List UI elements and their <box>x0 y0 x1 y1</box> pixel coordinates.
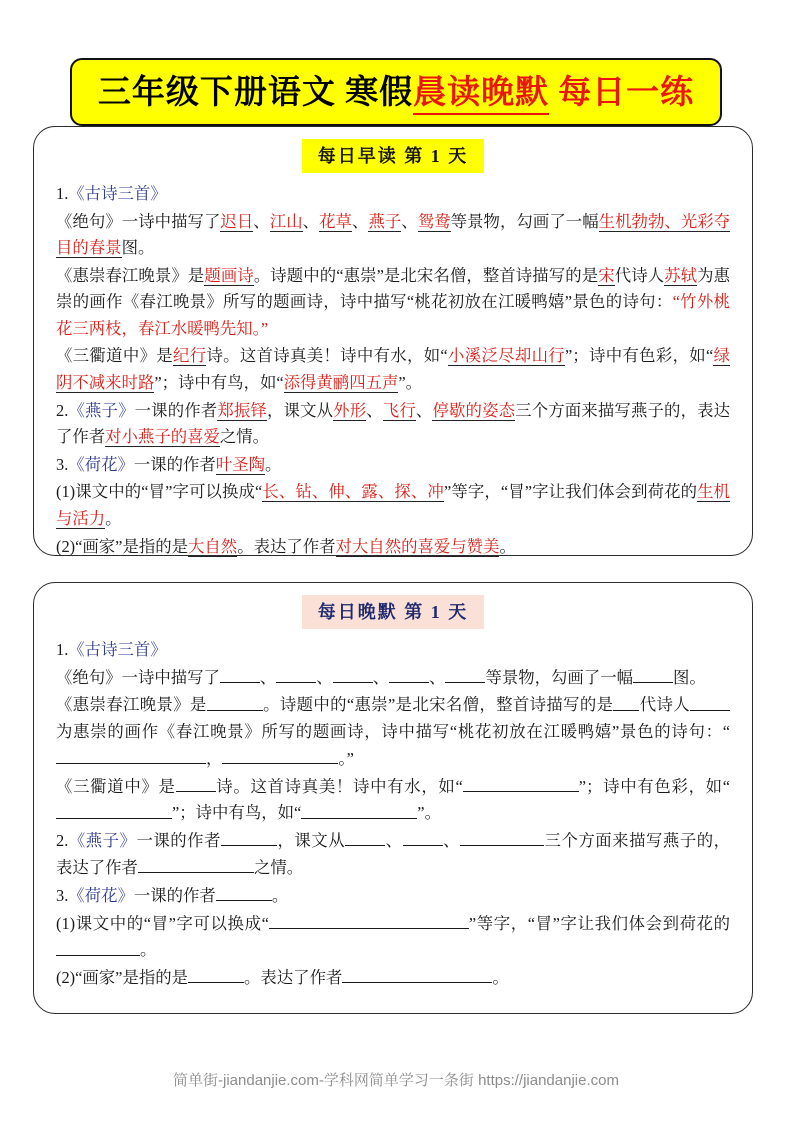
site-footer: 简单街-jiandanjie.com-学科网简单学习一条街 https://jiandanjie.com <box>173 1072 619 1089</box>
morning-answer-5-1: 郑振铎 <box>217 400 267 420</box>
evening-text-8c: 。 <box>492 968 509 988</box>
morning-answer-4-2: 小溪泛尽却山行 <box>447 346 566 366</box>
title-red-underlined-part: 晨读晚默 <box>413 66 549 115</box>
title-red-plain-part: 每日一练 <box>558 75 695 111</box>
evening-text-5b: ，课文从 <box>277 831 346 851</box>
evening-sep-2-4: 、 <box>429 667 446 687</box>
evening-blank-4-2[interactable] <box>463 774 579 792</box>
evening-text-8a: (2)“画家”是指的是 <box>56 968 189 988</box>
morning-reading-card <box>33 126 753 556</box>
evening-line-2 <box>56 665 730 692</box>
morning-answer-7-1: 长、钻、伸、露、探、冲 <box>262 482 444 502</box>
morning-text-4d: ”；诗中有鸟，如“ <box>154 373 284 393</box>
evening-text-4e: ”。 <box>417 803 441 823</box>
evening-text-5a: 一课的作者 <box>136 831 221 851</box>
evening-item-number-3: 3. <box>56 885 69 905</box>
morning-text-5c: 三个方面来描写燕子的，表达了作者 <box>56 400 731 447</box>
morning-section-header <box>34 139 752 173</box>
evening-blank-5-3[interactable] <box>403 828 443 846</box>
morning-line-2 <box>56 209 730 262</box>
evening-text-6b: 。 <box>271 885 289 905</box>
evening-line-1 <box>56 637 730 664</box>
morning-text-3a: 《惠崇春江晚景》是 <box>56 265 205 285</box>
morning-answer-3-2: 宋 <box>598 265 615 285</box>
evening-blank-5-2[interactable] <box>345 828 385 846</box>
evening-line-7 <box>56 911 730 965</box>
evening-sep-2-2: 、 <box>316 667 333 687</box>
morning-answer-3-quote: “竹外桃花三两枝，春江水暖鸭先知。” <box>56 292 730 338</box>
morning-answer-2-3: 花草 <box>319 211 352 231</box>
morning-text-5a: 一课的作者 <box>134 400 218 420</box>
evening-text-3b: 。诗题中的“惠崇”是北宋名僧，整首诗描写的是 <box>262 695 614 715</box>
morning-answer-2-4: 燕子 <box>368 211 402 231</box>
evening-sep-2-1: 、 <box>259 667 277 687</box>
evening-blank-3-3[interactable] <box>690 692 730 710</box>
morning-answer-6-1: 叶圣陶 <box>215 454 265 474</box>
evening-section-header <box>34 595 752 629</box>
evening-line-3 <box>56 692 730 772</box>
evening-text-8b: 。表达了作者 <box>244 968 343 988</box>
evening-item-number-1: 1. <box>56 640 69 659</box>
morning-line-6 <box>56 452 730 479</box>
evening-blank-7-1[interactable] <box>269 911 469 929</box>
morning-line-5 <box>56 398 730 451</box>
evening-blank-5-4[interactable] <box>460 828 544 846</box>
morning-text-3d: 为惠崇的画作《春江晚景》所写的题画诗，诗中描写“桃花初放在江暖鸭嬉”景色的诗句： <box>56 265 731 312</box>
morning-answer-5-2: 外形 <box>333 400 367 420</box>
evening-text-7c: 。 <box>140 940 157 960</box>
morning-answer-2-1: 迟日 <box>220 211 254 231</box>
morning-line-1 <box>56 181 730 208</box>
morning-text-4c: ”；诗中有色彩，如“ <box>565 346 714 366</box>
evening-blank-2-4[interactable] <box>389 665 429 683</box>
morning-text-3b: 。诗题中的“惠崇”是北宋名僧，整首诗描写的是 <box>253 265 599 285</box>
morning-answer-2-6: 生机勃勃、光彩夺目的春景 <box>56 211 731 258</box>
morning-sep-2-1: 、 <box>253 211 270 231</box>
morning-text-6a: 一课的作者 <box>133 454 216 474</box>
evening-blank-4-4[interactable] <box>301 800 417 818</box>
morning-text-2b: 等景物，勾画了一幅 <box>450 211 599 231</box>
morning-answer-5-4: 停歇的姿态 <box>432 400 516 420</box>
evening-blank-2-3[interactable] <box>333 665 373 683</box>
morning-text-4e: ”。 <box>398 373 423 393</box>
evening-blank-4-3[interactable] <box>56 800 172 818</box>
evening-text-3f: 。” <box>338 748 354 768</box>
evening-text-5d: 之情。 <box>253 858 304 878</box>
morning-answer-4-1: 纪行 <box>173 346 207 366</box>
morning-text-2a: 《绝句》一诗中描写了 <box>56 211 221 231</box>
morning-line-7 <box>56 479 730 532</box>
morning-lesson-title-2: 《燕子》 <box>68 400 135 420</box>
evening-blank-8-1[interactable] <box>188 965 244 983</box>
evening-line-4 <box>56 774 730 828</box>
morning-section-chip: 每日早读 第 1 天 <box>302 139 485 173</box>
evening-blank-2-5[interactable] <box>445 665 485 683</box>
evening-text-2b: 等景物，勾画了一幅 <box>485 667 633 687</box>
evening-blank-3-1[interactable] <box>207 692 263 710</box>
morning-lesson-title-3: 《荷花》 <box>68 454 134 474</box>
morning-answer-2-5: 鸳鸯 <box>417 211 451 231</box>
evening-text-4a: 《三衢道中》是 <box>56 776 176 796</box>
evening-text-2a: 《绝句》一诗中描写了 <box>56 667 220 687</box>
morning-text-3c: 代诗人 <box>614 265 665 285</box>
morning-answer-2-2: 江山 <box>269 211 303 231</box>
morning-sep-5-1: 、 <box>366 400 383 420</box>
evening-blank-4-1[interactable] <box>176 774 216 792</box>
morning-text-2c: 图。 <box>121 238 155 258</box>
evening-lesson-title-1: 《古诗三首》 <box>68 640 167 659</box>
evening-line-5 <box>56 828 730 882</box>
page-title <box>0 58 792 126</box>
evening-dictation-card <box>33 582 753 1014</box>
evening-text-3c: 代诗人 <box>639 695 690 715</box>
morning-answer-4-3: 绿阴不减来时路 <box>56 346 731 393</box>
evening-line-6 <box>56 883 730 910</box>
morning-text-8a: (2)“画家”是指的是 <box>56 536 189 556</box>
evening-sep-2-3: 、 <box>372 667 390 687</box>
morning-sep-2-2: 、 <box>302 211 320 231</box>
evening-text-3a: 《惠崇春江晚景》是 <box>56 695 207 715</box>
morning-text-4b: 诗。这首诗真美！诗中有水，如“ <box>206 346 448 366</box>
morning-answer-5-5: 对小燕子的喜爱 <box>105 427 220 447</box>
morning-text-5d: 之情。 <box>219 427 270 447</box>
morning-text-4a: 《三衢道中》是 <box>56 346 173 366</box>
evening-blank-6-1[interactable] <box>216 883 272 901</box>
evening-sep-5-1: 、 <box>385 831 403 851</box>
morning-body <box>34 173 752 560</box>
evening-sep-5-2: 、 <box>442 831 461 851</box>
evening-blank-3-5[interactable] <box>222 746 338 764</box>
morning-answer-8-1: 大自然 <box>188 536 238 556</box>
morning-sep-2-4: 、 <box>401 211 418 231</box>
evening-blank-3-4[interactable] <box>56 746 206 764</box>
evening-text-6a: 一课的作者 <box>133 885 216 905</box>
morning-answer-3-3: 苏轼 <box>664 265 698 285</box>
evening-text-3d: 为惠崇的画作《春江晚景》所写的题画诗，诗中描写“桃花初放在江暖鸭嬉”景色的诗句：“ <box>56 722 730 742</box>
evening-item-number-2: 2. <box>56 831 69 851</box>
morning-line-3 <box>56 263 730 343</box>
evening-blank-5-5[interactable] <box>138 855 254 873</box>
morning-text-7b: ”等字，“冒”字让我们体会到荷花的 <box>443 482 698 502</box>
morning-text-8b: 。表达了作者 <box>237 536 336 556</box>
morning-answer-5-3: 飞行 <box>382 400 416 420</box>
morning-sep-2-3: 、 <box>351 211 369 231</box>
evening-blank-5-1[interactable] <box>221 828 277 846</box>
evening-blank-2-6[interactable] <box>633 665 673 683</box>
morning-text-7a: (1)课文中的“冒”字可以换成“ <box>56 482 263 502</box>
evening-text-5c: 三个方面来描写燕子的，表达了作者 <box>56 831 731 878</box>
title-black-part: 三年级下册语文 寒假 <box>97 75 414 111</box>
evening-blank-3-2[interactable] <box>613 692 639 710</box>
evening-body <box>34 629 752 992</box>
title-banner <box>70 58 722 126</box>
morning-sep-5-2: 、 <box>415 400 433 420</box>
morning-answer-8-2: 对大自然的喜爱与赞美 <box>335 536 500 556</box>
evening-text-2c: 图。 <box>672 667 706 687</box>
evening-line-8 <box>56 965 730 992</box>
morning-item-number-3: 3. <box>56 454 69 474</box>
evening-blank-7-2[interactable] <box>56 937 140 955</box>
morning-line-4 <box>56 343 730 396</box>
evening-text-4c: ”；诗中有色彩，如“ <box>578 776 731 796</box>
evening-lesson-title-3: 《荷花》 <box>68 885 134 905</box>
morning-item-number-2: 2. <box>56 400 69 420</box>
morning-lesson-title-1: 《古诗三首》 <box>68 184 167 203</box>
evening-text-7b: ”等字，“冒”字让我们体会到荷花的 <box>468 913 731 933</box>
morning-text-7c: 。 <box>105 508 122 528</box>
evening-blank-2-2[interactable] <box>276 665 316 683</box>
morning-text-8c: 。 <box>499 536 516 556</box>
morning-answer-3-1: 题画诗 <box>204 265 254 285</box>
morning-answer-7-2: 生机与活力 <box>56 482 731 528</box>
evening-text-7a: (1)课文中的“冒”字可以换成“ <box>56 913 269 933</box>
evening-blank-2-1[interactable] <box>220 665 260 683</box>
evening-text-3e: ， <box>206 748 223 768</box>
evening-text-4b: 诗。这首诗真美！诗中有水，如“ <box>215 776 463 796</box>
evening-text-4d: ”；诗中有鸟，如“ <box>172 803 302 823</box>
morning-text-5b: ，课文从 <box>266 400 334 420</box>
morning-text-6b: 。 <box>264 454 282 474</box>
morning-item-number-1: 1. <box>56 184 69 203</box>
morning-line-8 <box>56 534 730 561</box>
morning-answer-4-4: 添得黄鹂四五声 <box>283 373 399 393</box>
evening-section-chip: 每日晚默 第 1 天 <box>302 595 485 629</box>
evening-blank-8-2[interactable] <box>342 965 492 983</box>
evening-lesson-title-2: 《燕子》 <box>68 831 137 851</box>
